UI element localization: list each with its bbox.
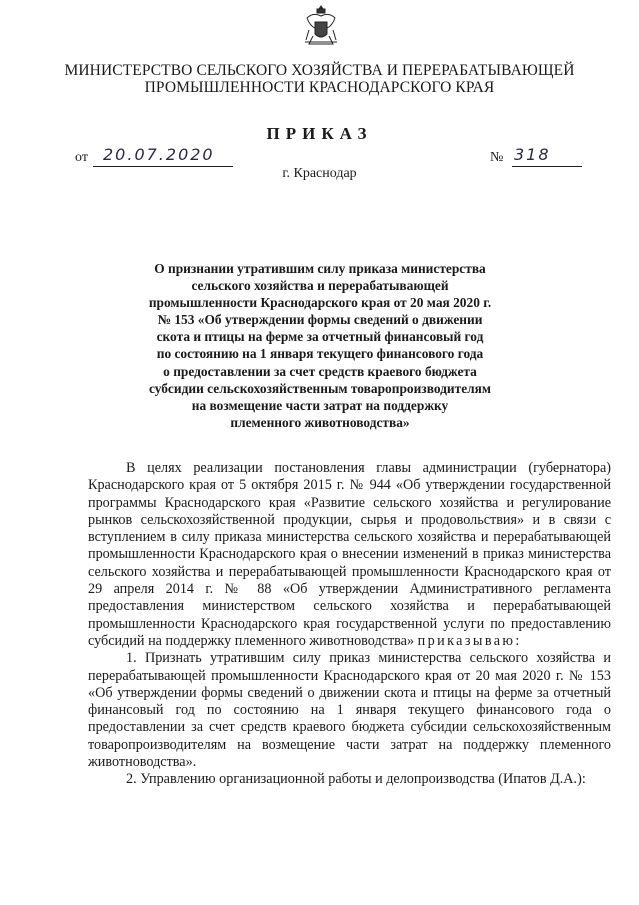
title-line: № 153 «Об утверждении формы сведений о движении xyxy=(157,312,483,328)
title-line: племенного животноводства» xyxy=(230,414,410,430)
ministry-line-2: ПРОМЫШЛЕННОСТИ КРАСНОДАРСКОГО КРАЯ xyxy=(144,79,495,96)
ministry-name xyxy=(0,62,639,96)
order-word: приказываю: xyxy=(417,632,522,649)
title-line: сельского хозяйства и перерабатывающей xyxy=(191,278,449,294)
title-line: О признании утратившим силу приказа министерства xyxy=(154,261,486,276)
city-name: г. Краснодар xyxy=(282,166,357,181)
title-line: субсидии сельскохозяйственным товаропроизводителям xyxy=(148,380,492,396)
ministry-line-1: МИНИСТЕРСТВО СЕЛЬСКОГО ХОЗЯЙСТВА И ПЕРЕРАБАТЫВАЮЩЕЙ xyxy=(64,62,575,79)
order-body xyxy=(88,460,611,789)
number-prefix: № xyxy=(490,150,504,165)
handwritten-number: 318 xyxy=(514,145,551,164)
item-2-paragraph: 2. Управлению организационной работы и делопроизводства (Ипатов Д.А.): xyxy=(126,771,586,788)
order-title xyxy=(110,260,530,431)
number-field xyxy=(512,144,582,167)
handwritten-date: 20.07.2020 xyxy=(103,145,215,164)
title-line: о предоставлении за счет средств краевого бюджета xyxy=(163,363,477,379)
title-line: скота и птицы на ферме за отчетный финансовый год xyxy=(156,329,484,345)
title-line: на возмещение части затрат на поддержку xyxy=(191,397,449,413)
date-field xyxy=(93,144,233,167)
coat-of-arms-emblem xyxy=(303,4,339,46)
document-type-heading: ПРИКАЗ xyxy=(266,124,373,143)
item-1-paragraph: 1. Признать утратившим силу приказ министерства сельского хозяйства и перерабатывающей промышленности Краснодарского края от 20 мая 2020 г. № 153 «Об утверждении формы сведений о движении скота и птицы на ферме за отчетный финансовый год по состоянию на 1 января текущего финансового года о предоставлении за счет средств краевого бюджета субсидии сельскохозяйственным товаропроизводителям на возмещение части затрат на поддержку племенного животноводства». xyxy=(88,650,611,771)
preamble-text: В целях реализации постановления главы администрации (губернатора) Краснодарского края от 5 октября 2015 г. № 944 «Об утверждении государственной программы Краснодарского края «Развитие сельского хозяйства и регулирование рынков сельскохозяйственной продукции, сырья и продовольствия» и в связи с вступлением в силу приказа министерства сельского хозяйства и перерабатывающей промышленности Краснодарского края о внесении изменений в приказ министерства сельского хозяйства и перерабатывающей промышленности Краснодарского края от 29 апреля 2014 г. № 88 «Об утверждении Административного регламента предоставления министерством сельского хозяйства и перерабатывающей промышленности Краснодарского края государственной услуги по предоставлению субсидий на поддержку племенного животноводства» xyxy=(88,460,611,649)
date-prefix: от xyxy=(75,150,88,165)
title-line: по состоянию на 1 января текущего финансового года xyxy=(156,346,484,362)
preamble-paragraph xyxy=(88,460,611,650)
title-line: промышленности Краснодарского края от 20 мая 2020 г. xyxy=(148,295,492,311)
